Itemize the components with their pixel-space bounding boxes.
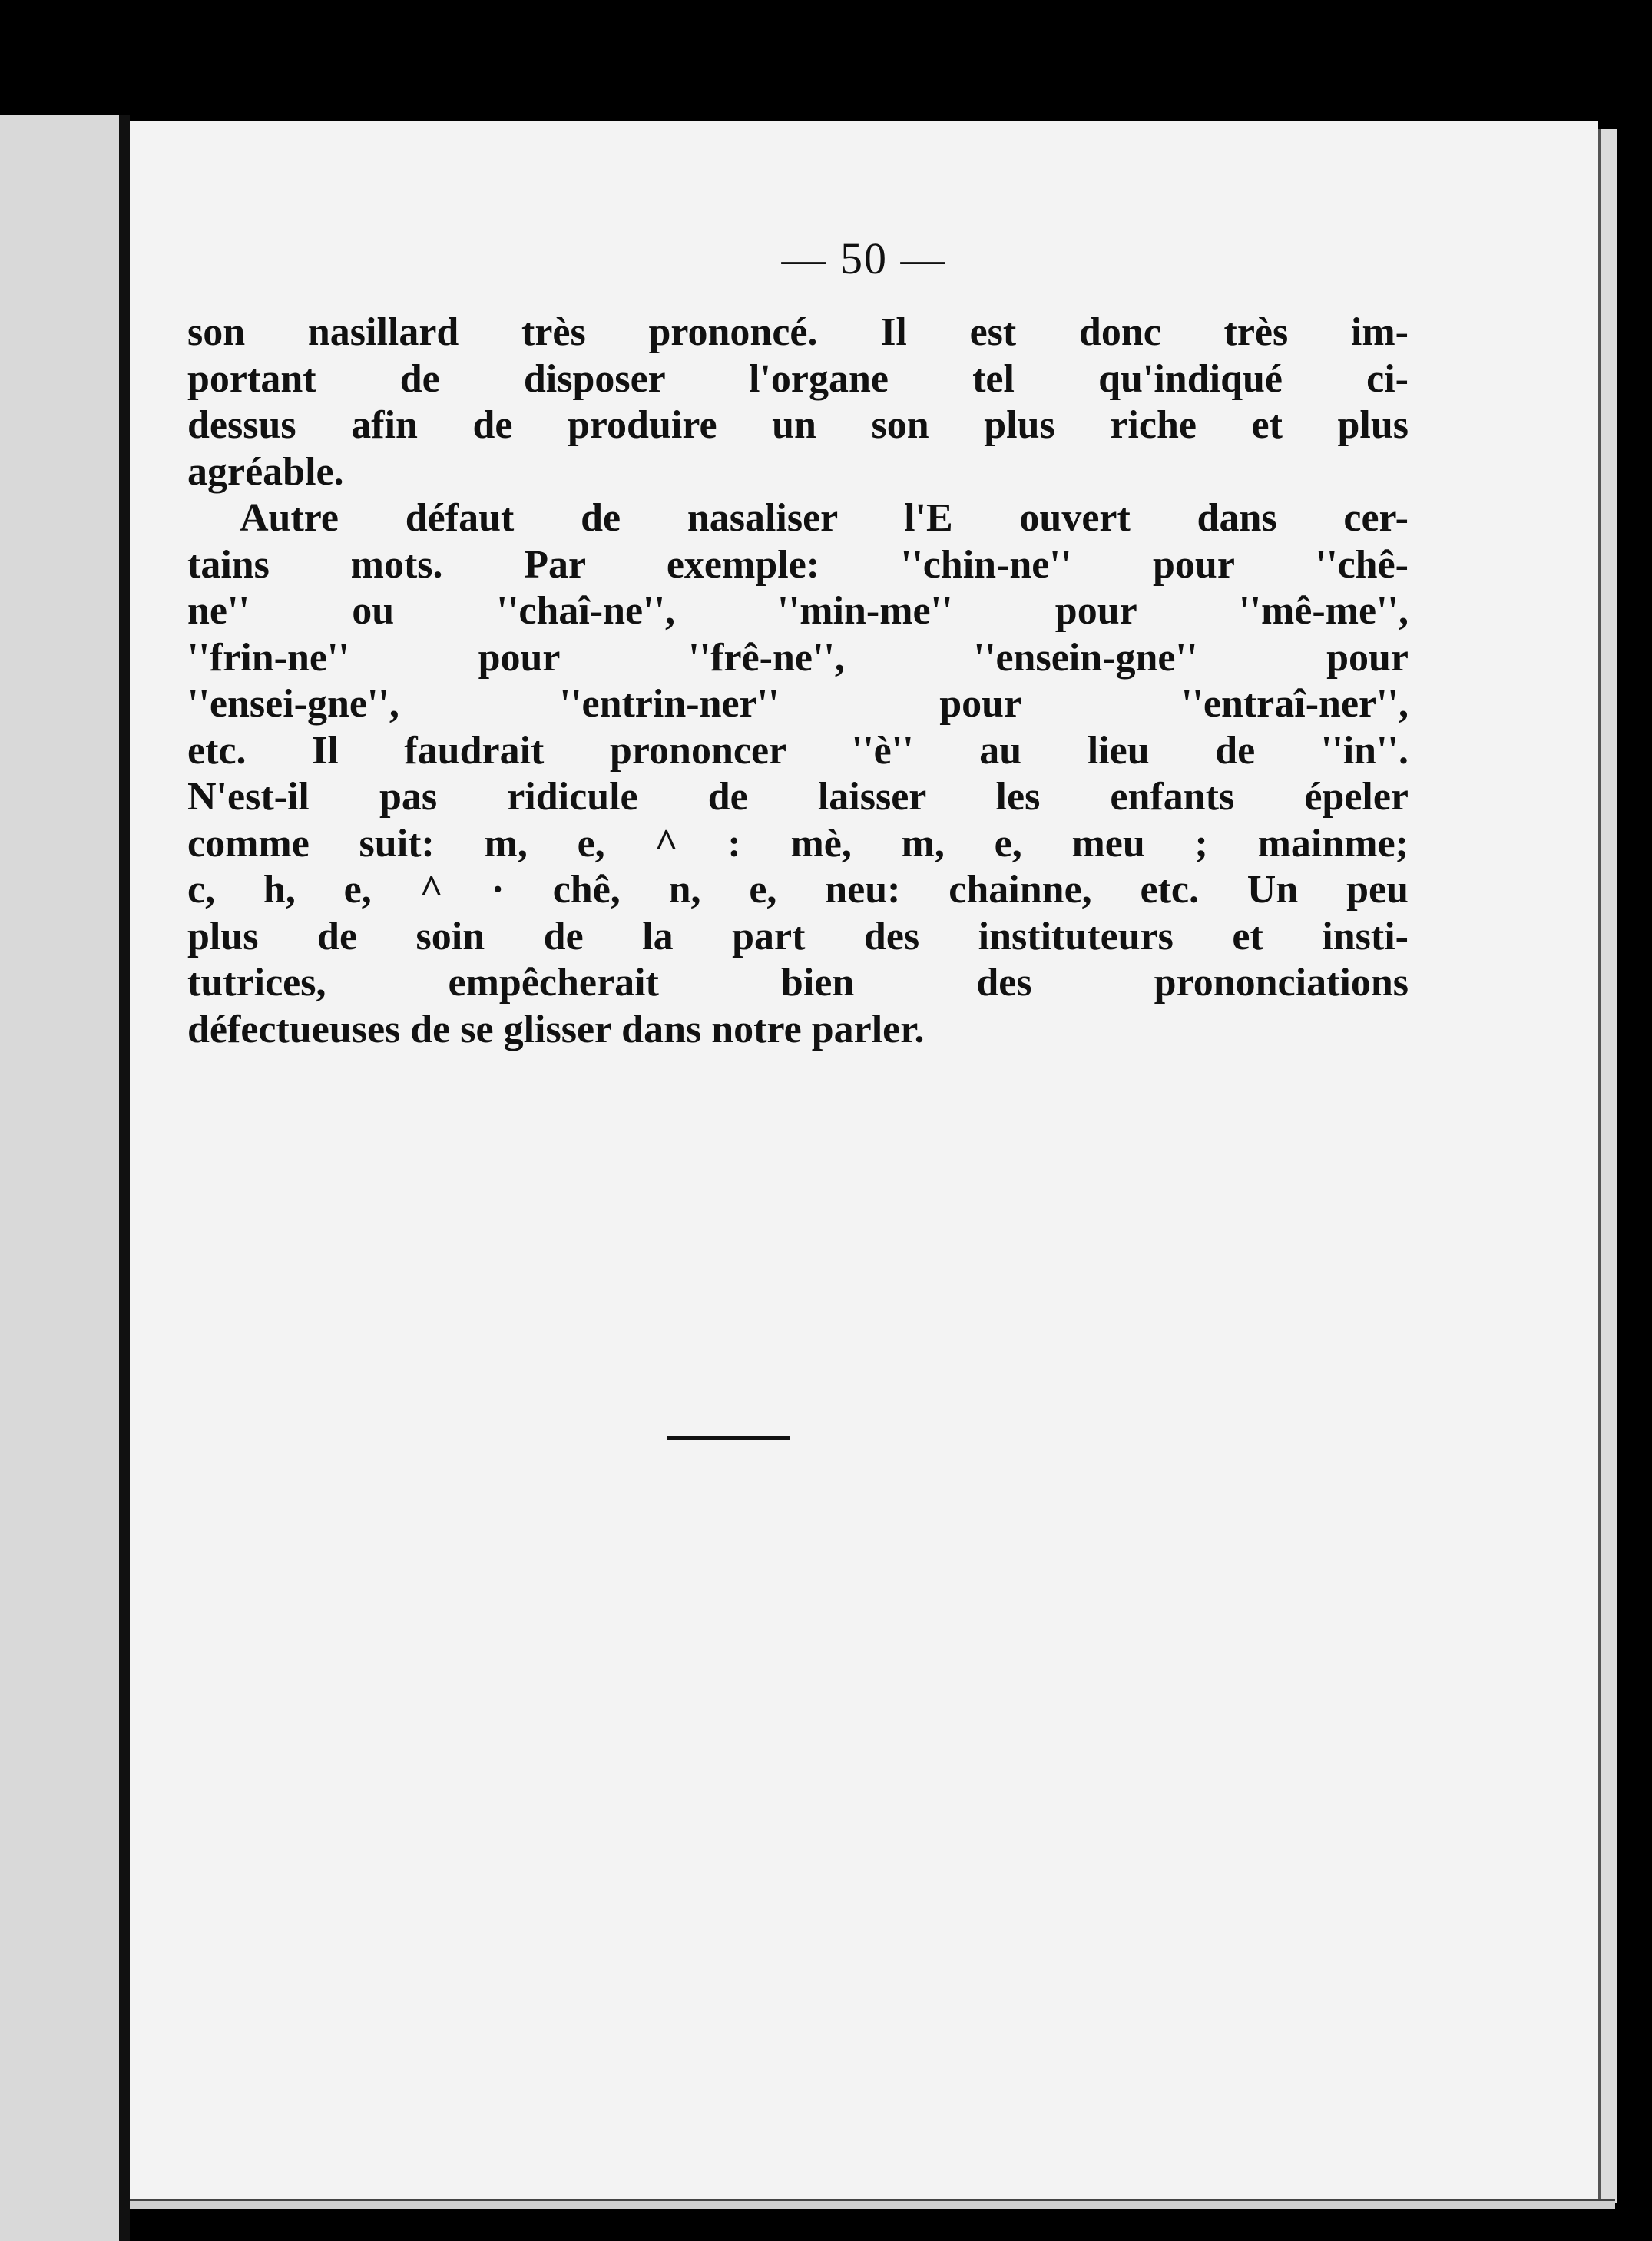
page-number: — 50 — [781,233,947,283]
section-end-rule [667,1436,790,1440]
facing-page-edge [0,115,127,2241]
text-line: N'est-il pas ridicule de laisser les enfants épeler [187,775,1409,819]
text-line: ne'' ou ''chaî-ne'', ''min-me'' pour ''mê-me'', [187,589,1409,633]
text-line: dessus afin de produire un son plus riche et plus [187,403,1409,447]
text-line: c, h, e, ^ · chê, n, e, neu: chainne, etc. Un peu [187,868,1409,912]
text-line: portant de disposer l'organe tel qu'indiqué ci- [187,356,1409,401]
text-line: ''frin-ne'' pour ''frê-ne'', ''ensein-gne'' pour [187,635,1409,680]
book-page [130,121,1598,2199]
book-spine [119,115,130,2241]
text-line: ''ensei-gne'', ''entrin-ner'' pour ''entraî-ner'', [187,682,1409,726]
text-line: comme suit: m, e, ^ : mè, m, e, meu ; mainme; [187,821,1409,866]
page-bottom-edge [130,2199,1615,2209]
text-line: etc. Il faudrait prononcer ''è'' au lieu de ''in''. [187,728,1409,773]
text-line: tutrices, empêcherait bien des prononciations [187,961,1409,1005]
text-line: tains mots. Par exemple: ''chin-ne'' pour ''chê- [187,542,1409,587]
text-line: plus de soin de la part des instituteurs et insti- [187,914,1409,958]
text-line: défectueuses de se glisser dans notre parler. [187,1007,925,1051]
page-side-edge [1598,129,1617,2203]
page-text [187,310,1409,1053]
text-line: son nasillard très prononcé. Il est donc très im- [187,310,1409,354]
text-line: agréable. [187,449,344,494]
text-line: Autre défaut de nasaliser l'E ouvert dans cer- [240,496,1409,540]
